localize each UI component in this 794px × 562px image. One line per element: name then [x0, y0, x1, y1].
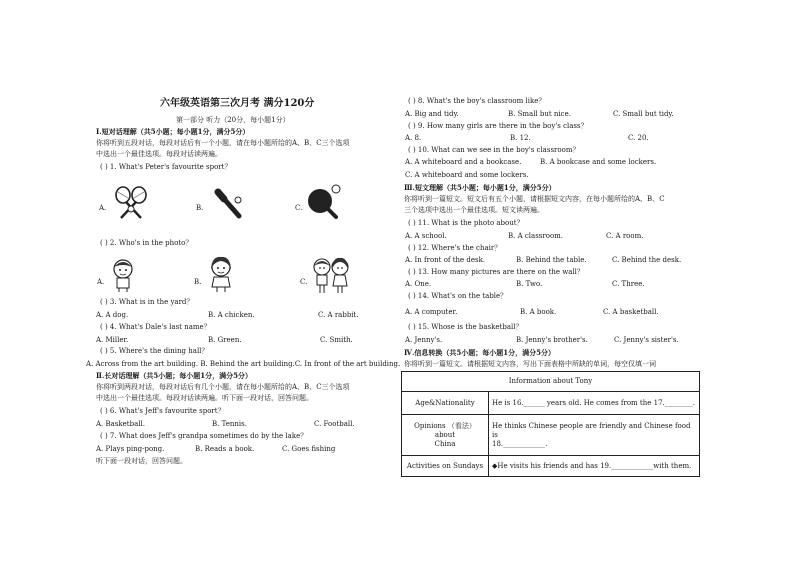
q8-option-a: A. Big and tidy. [405, 110, 459, 118]
question-6: ( ) 6. What's Jeff's favourite sport？ [100, 407, 225, 415]
tennis-rackets-icon [113, 185, 149, 225]
q12-option-a: A. In front of the desk. [405, 256, 486, 264]
q13-option-c: C. Three. [612, 280, 645, 288]
q3-option-a: A. A dog. [96, 311, 129, 319]
question-11: ( ) 11. What is the photo about？ [408, 219, 524, 227]
row-label-age-nationality: Age&Nationality [402, 392, 489, 415]
q9-option-a: A. 8. [405, 134, 422, 142]
q8-option-c: C. Small but tidy. [613, 110, 674, 118]
q9-option-c: C. 20. [628, 134, 649, 142]
section-3-instruction-line1: 你将听到一篇短文。短文后有五个小题，请根据短文内容，在每小题所给的A、B、C [404, 195, 665, 203]
question-13: ( ) 13. How many pictures are there on the wall？ [408, 268, 584, 276]
q6-option-c: C. Football. [314, 420, 355, 428]
q4-option-a: A. Miller. [96, 336, 129, 344]
q4-option-b: B. Green. [208, 336, 242, 344]
opinions-label-line1: Opinions （看法） [414, 421, 476, 430]
question-14: ( ) 14. What's on the table？ [408, 292, 508, 300]
q15-option-c: C. Jenny's sister's. [614, 336, 679, 344]
q15-option-b: B. Jenny's brother's. [516, 336, 588, 344]
q4-option-c: C. Smith. [320, 336, 353, 344]
q5-options: A. Across from the art building. B. Behind the art building.C. In front of the art building. [86, 360, 401, 368]
q10-option-a: A. A whiteboard and a bookcase. [405, 158, 522, 166]
q11-option-c: C. A room. [606, 232, 644, 240]
q12-option-c: C. Behind the desk. [612, 256, 682, 264]
question-1: ( ) 1. What's Peter's favourite sport？ [100, 163, 232, 171]
question-8: ( ) 8. What's the boy's classroom like？ [408, 97, 546, 105]
listen-instruction: 听下面一段对话，回答问题。 [96, 457, 187, 465]
boy-avatar-icon [108, 257, 138, 297]
question-5: ( ) 5. Where's the dining hall？ [100, 347, 209, 355]
table-title: Information about Tony [402, 372, 700, 392]
question-9: ( ) 9. How many girls are there in the boy's class？ [408, 122, 588, 130]
section-2-instruction-line1: 你将听到两段对话，每段对话后有几个小题，请在每小题所给的A、B、C三个选项 [96, 383, 350, 391]
row-label-activities: Activities on Sundays [402, 456, 489, 477]
q3-option-c: C. A rabbit. [318, 311, 359, 319]
q11-option-b: B. A classroom. [508, 232, 564, 240]
section-3-instruction-line2: 三个选项中选出一个最佳选项。短文读两遍。 [404, 206, 544, 214]
row-value-activities: ◆He visits his friends and has 19.____________with them. [489, 456, 700, 477]
q11-option-a: A. A school. [405, 232, 447, 240]
section-3-heading: Ⅲ.短文理解（共5小题；每小题1分，满分5分） [404, 183, 556, 192]
q15-option-a: A. Jenny's. [405, 336, 443, 344]
q1-option-c: C. [295, 204, 303, 212]
exam-title: 六年级英语第三次月考 满分120分 [160, 98, 315, 109]
q2-option-b: B. [194, 278, 202, 286]
section-1-instruction-line2: 中选出一个最佳选项。每段对话读两遍。 [96, 150, 222, 158]
q1-option-a: A. [99, 204, 107, 212]
ping-pong-paddle-icon [304, 181, 344, 225]
opinions-value-line1: He thinks Chinese people are friendly and Chinese food is [492, 421, 691, 439]
q14-option-c: C. A basketball. [603, 308, 659, 316]
q8-option-b: B. Small but nice. [508, 110, 571, 118]
question-3: ( ) 3. What is in the yard？ [100, 298, 194, 306]
q9-option-b: B. 12. [510, 134, 531, 142]
section-1-instruction-line1: 你将听到五段对话，每段对话后有一个小题，请在每小题所给的A、B、C三个选项 [96, 139, 350, 147]
question-2: ( ) 2. Who's in the photo？ [100, 239, 193, 247]
q14-option-a: A. A computer. [405, 308, 458, 316]
q10-option-b: B. A bookcase and some lockers. [540, 158, 657, 166]
question-10: ( ) 10. What can we see in the boy's classroom？ [408, 146, 580, 154]
section-4-instruction: 你将听到一篇短文。请根据短文内容，写出下面表格中所缺的单词，每空仅填一词 [404, 360, 656, 368]
baseball-bat-icon [212, 186, 244, 224]
q12-option-b: B. Behind the table. [516, 256, 587, 264]
opinions-value-line2: 18.____________. [492, 439, 548, 448]
row-value-age-nationality: He is 16.______ years old. He comes from the 17.________. [489, 392, 700, 415]
row-value-opinions [489, 415, 700, 456]
info-table [401, 371, 700, 477]
q2-option-a: A. [97, 278, 105, 286]
q7-option-c: C. Goes fishing [282, 445, 336, 453]
q6-option-b: B. Tennis. [212, 420, 247, 428]
q14-option-b: B. A book. [520, 308, 557, 316]
part-one-heading: 第一部分 听力（20分，每小题1分） [176, 116, 290, 124]
girl-avatar-icon [206, 255, 236, 297]
table-row [402, 392, 700, 415]
q3-option-b: B. A chicken. [208, 311, 255, 319]
section-2-instruction-line2: 中选出一个最佳选项。每段对话读两遍。听下面一段对话，回答问题。 [96, 394, 313, 402]
q6-option-a: A. Basketball. [96, 420, 145, 428]
q2-option-c: C. [300, 278, 308, 286]
q13-option-a: A. One. [405, 280, 432, 288]
q13-option-b: B. Two. [516, 280, 543, 288]
row-label-opinions [402, 415, 489, 456]
section-4-heading: Ⅳ.信息转换（共5小题；每小题1分，满分5分） [404, 348, 555, 357]
q1-option-b: B. [196, 204, 204, 212]
q7-option-a: A. Plays ping-pong. [96, 445, 165, 453]
section-1-heading: Ⅰ.短对话理解（共5小题；每小题1分，满分5分） [96, 127, 250, 136]
question-12: ( ) 12. Where's the chair？ [408, 244, 502, 252]
opinions-label-line3: China [434, 439, 456, 448]
q10-option-c: C. A whiteboard and some lockers. [405, 171, 529, 179]
question-4: ( ) 4. What's Dale's last name？ [100, 323, 211, 331]
opinions-label-line2: about [434, 430, 456, 439]
question-7: ( ) 7. What does Jeff's grandpa sometimes do by the lake？ [100, 432, 308, 440]
question-15: ( ) 15. Whose is the basketball？ [408, 323, 523, 331]
q7-option-b: B. Reads a book. [195, 445, 255, 453]
section-2-heading: Ⅱ.长对话理解（共5小题；每小题1分，满分5分） [96, 371, 252, 380]
table-row [402, 372, 700, 392]
table-row [402, 415, 700, 456]
table-row [402, 456, 700, 477]
two-kids-icon [310, 255, 352, 299]
